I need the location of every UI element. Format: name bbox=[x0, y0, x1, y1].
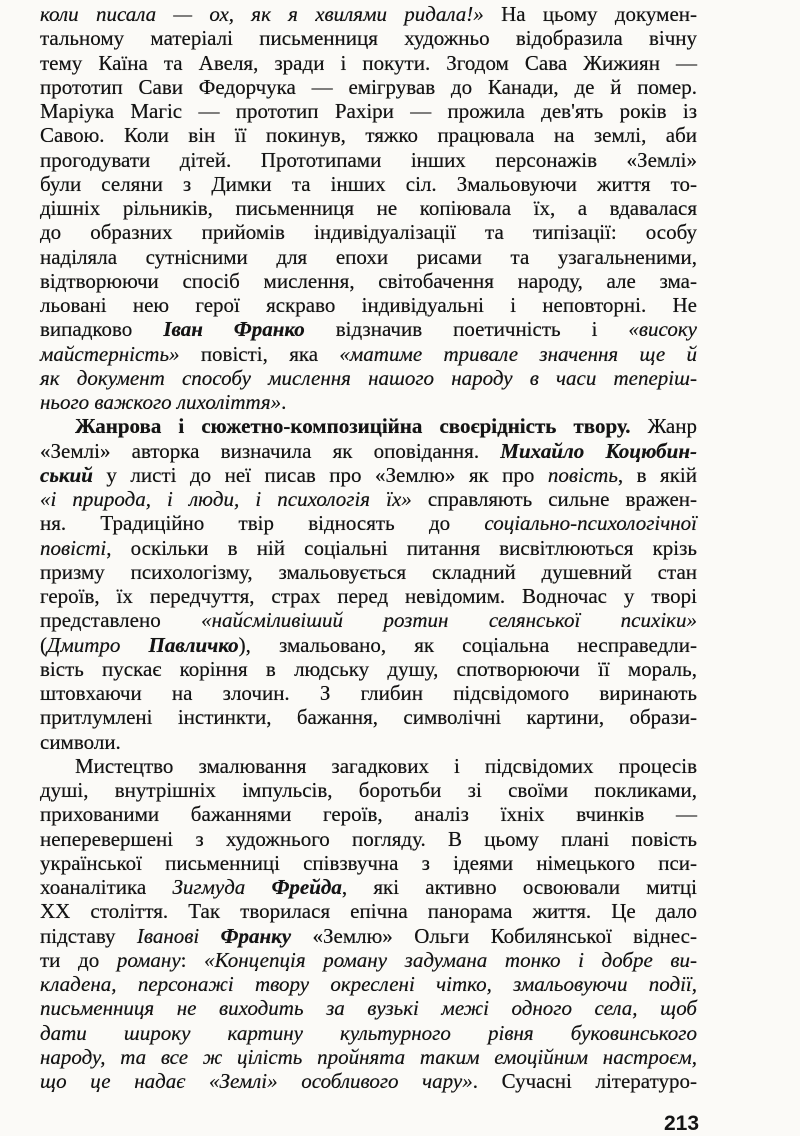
text-line bbox=[40, 51, 697, 75]
text-run: Савою. Коли він її покинув, тяжко працювала на землі, аби bbox=[40, 123, 697, 148]
text-run: прихованими бажаннями героїв, аналіз їхніх вчинків — bbox=[40, 802, 697, 827]
italic-text-run: коли писала — ох, як я хвилями ридала!» bbox=[40, 2, 484, 26]
text-run: героїв, їх передчуття, страх перед невідомим. Водночас у творі bbox=[40, 584, 697, 608]
text-run: прогодувати дітей. Прототипами інших персонажів «Землі» bbox=[40, 147, 697, 172]
text-line bbox=[40, 560, 697, 584]
italic-text-run: майстерність» bbox=[40, 341, 180, 366]
text-line bbox=[40, 1045, 697, 1069]
text-run: Мистецтво змалювання загадкових і підсвідомих процесів bbox=[75, 753, 697, 778]
text-run: у листі до неї писав про «Землю» як про bbox=[92, 462, 548, 487]
text-run: відзначив поетичність і bbox=[304, 317, 629, 342]
text-line bbox=[40, 26, 697, 50]
italic-text-run: Фрейда bbox=[271, 875, 342, 899]
text-run: «Землю» Ольги Кобилянської віднес- bbox=[291, 923, 697, 948]
text-run: ти до bbox=[40, 947, 117, 972]
text-run: душі, внутрішніх імпульсів, боротьби зі своїми покликами, bbox=[40, 778, 697, 802]
text-line bbox=[40, 875, 697, 899]
text-run: Жанр bbox=[630, 414, 697, 439]
text-line bbox=[40, 657, 697, 681]
text-run: , які активно освоювали митці bbox=[341, 875, 697, 899]
text-run: На цьому докумен- bbox=[483, 2, 697, 26]
text-run: підставу bbox=[40, 923, 137, 948]
text-run: хоаналітика bbox=[40, 875, 173, 899]
italic-text-run: «найсміливіший розтин селянської психіки» bbox=[201, 608, 697, 633]
text-line bbox=[40, 220, 697, 244]
text-line bbox=[40, 802, 697, 826]
text-line bbox=[40, 633, 697, 657]
text-line bbox=[40, 317, 697, 341]
text-run: відтворюючи спосіб мислення, світобачення народу, але зма- bbox=[40, 268, 697, 293]
text-run: . Сучасні літературо- bbox=[472, 1069, 697, 1093]
text-line bbox=[40, 536, 697, 560]
text-run: . bbox=[281, 390, 287, 414]
text-line bbox=[40, 487, 697, 511]
page-text bbox=[40, 2, 697, 1093]
text-run: дішніх рільників, письменниця не копіювала їх, а вдавалася bbox=[40, 196, 697, 220]
text-run: були селяни з Димки та інших сіл. Змальовуючи життя то- bbox=[40, 171, 697, 196]
italic-text-run: що це надає «Землі» особливого чару» bbox=[40, 1069, 473, 1093]
text-line bbox=[40, 948, 697, 972]
italic-text-run: нього важкого лихоліття» bbox=[40, 390, 282, 414]
text-run: наділяла сутнісними для епохи рисами та узагальненими, bbox=[40, 244, 697, 269]
text-run: до образних прийомів індивідуалізації та типізації: особу bbox=[40, 220, 697, 245]
page-number: 213 bbox=[664, 1112, 700, 1135]
text-run: справляють сильне вражен- bbox=[411, 487, 697, 511]
italic-text-run: повісті bbox=[40, 535, 107, 560]
text-run: льовані нею герої яскраво індивідуальні і неповторні. Не bbox=[40, 293, 697, 317]
italic-text-run: Іванові bbox=[136, 923, 221, 948]
text-run: ( bbox=[40, 632, 47, 657]
text-line bbox=[40, 924, 697, 948]
italic-text-run: дати широку картину культурного рівня буковинського bbox=[40, 1020, 697, 1045]
italic-text-run: як документ способу мислення нашого народу в часи теперіш- bbox=[40, 365, 697, 390]
text-run: символи. bbox=[40, 729, 121, 754]
italic-text-run: «і природа, і люди, і психологія їх» bbox=[40, 487, 412, 511]
italic-text-run: Павличко bbox=[148, 632, 239, 657]
text-run: випадково bbox=[40, 317, 164, 342]
text-line bbox=[40, 608, 697, 632]
text-run: , в якій bbox=[617, 462, 697, 487]
text-run: української письменниці співзвучна з ідеями німецького пси- bbox=[40, 850, 697, 875]
text-line bbox=[40, 390, 697, 414]
italic-text-run: ський bbox=[40, 462, 93, 487]
text-line bbox=[40, 2, 697, 26]
text-run: повісті, яка bbox=[179, 341, 340, 366]
text-line bbox=[40, 827, 697, 851]
italic-text-run: Іван Франко bbox=[163, 317, 305, 342]
text-line bbox=[40, 899, 697, 923]
text-run: представлено bbox=[40, 608, 202, 633]
italic-text-run: «матиме тривале значення ще й bbox=[339, 341, 697, 366]
bold-text-run: Жанрова і сюжетно-композиційна своєрідність твору. bbox=[75, 414, 631, 439]
text-run: «Землі» авторка визначила як оповідання. bbox=[40, 438, 501, 463]
text-run: : bbox=[180, 947, 205, 972]
italic-text-run: кладена, персонажі твору окреслені чітко, змальовуючи події, bbox=[40, 972, 697, 996]
italic-text-run: повість bbox=[547, 462, 618, 487]
text-line bbox=[40, 99, 697, 123]
text-line bbox=[40, 1069, 697, 1093]
text-run: штовхаючи на злочин. З глибин підсвідомого виринають bbox=[40, 681, 697, 705]
text-line bbox=[40, 148, 697, 172]
italic-text-run: Франку bbox=[220, 923, 292, 948]
text-line bbox=[40, 293, 697, 317]
text-run: ня. Традиційно твір відносять до bbox=[40, 511, 485, 536]
text-line bbox=[40, 705, 697, 729]
text-line bbox=[40, 730, 697, 754]
text-run: прототип Сави Федорчука — емігрував до Канади, де й помер. bbox=[40, 74, 697, 99]
text-line bbox=[40, 511, 697, 535]
text-run: призму психологізму, змальовується складний душевний стан bbox=[40, 559, 697, 584]
italic-text-run: «Концепція роману задумана тонко і добре ви- bbox=[204, 947, 697, 972]
italic-text-run: народу, та все ж цілість пройнята таким емоційним настроєм, bbox=[40, 1044, 697, 1069]
text-run: ), змальовано, як соціальна несправедли- bbox=[238, 632, 697, 657]
text-line bbox=[40, 269, 697, 293]
italic-text-run: Зигмуда bbox=[172, 875, 272, 899]
text-line bbox=[40, 75, 697, 99]
text-run: вість пускає коріння в людську душу, спотворюючи її мораль, bbox=[40, 656, 697, 681]
text-line bbox=[40, 996, 697, 1020]
text-run: неперевершені з художнього погляду. В цьому плані повість bbox=[40, 826, 697, 851]
text-line bbox=[40, 584, 697, 608]
text-run: Маріука Магіс — прототип Рахіри — прожила дев'ять років із bbox=[40, 99, 697, 123]
italic-text-run: Михайло Коцюбин- bbox=[500, 438, 697, 463]
text-line bbox=[40, 972, 697, 996]
text-line bbox=[40, 851, 697, 875]
italic-text-run: соціально-психологічної bbox=[484, 511, 697, 536]
text-line bbox=[40, 414, 697, 438]
text-line bbox=[40, 172, 697, 196]
italic-text-run: «високу bbox=[628, 317, 697, 342]
text-run: притлумлені інстинкти, бажання, символічні картини, образи- bbox=[40, 705, 697, 730]
text-line bbox=[40, 1021, 697, 1045]
italic-text-run: роману bbox=[116, 947, 181, 972]
italic-text-run: письменниця не виходить за вузькі межі одного села, щоб bbox=[40, 996, 697, 1021]
text-line bbox=[40, 463, 697, 487]
italic-text-run: Дмитро bbox=[47, 632, 149, 657]
text-line bbox=[40, 778, 697, 802]
text-line bbox=[40, 123, 697, 147]
text-run: XX століття. Так творилася епічна панорама життя. Це дало bbox=[40, 899, 697, 924]
text-line bbox=[40, 681, 697, 705]
text-line bbox=[40, 196, 697, 220]
text-line bbox=[40, 439, 697, 463]
text-run: , оскільки в ній соціальні питання висвітлюються крізь bbox=[106, 535, 697, 560]
text-line bbox=[40, 754, 697, 778]
text-line bbox=[40, 366, 697, 390]
text-line bbox=[40, 342, 697, 366]
text-run: тему Каїна та Авеля, зради і покути. Згодом Сава Жижиян — bbox=[40, 50, 697, 75]
text-run: тальному матеріалі письменниця художньо відобразила вічну bbox=[40, 26, 697, 51]
text-line bbox=[40, 245, 697, 269]
